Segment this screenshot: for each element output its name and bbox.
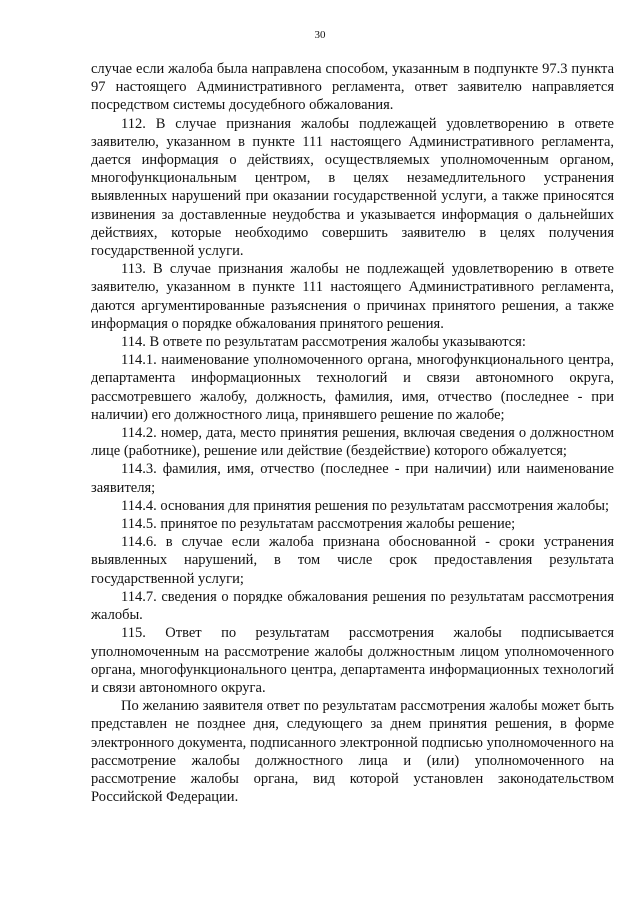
paragraph-115: 115. Ответ по результатам рассмотрения жалобы подписывается уполномоченным на рассмотрение жалобы должностным лицом уполномоченного органа, многофункционального центра, департамента информационных технологий и связи автономного округа.: [91, 625, 614, 696]
paragraph-114-5: 114.5. принятое по результатам рассмотрения жалобы решение;: [121, 516, 516, 533]
page-number: 30: [314, 29, 326, 41]
paragraph-continuation: случае если жалоба была направлена способом, указанным в подпункте 97.3 пункта 97 настоящего Административного регламента, ответ заявителю направляется посредством системы досудебного обжалования.: [91, 61, 614, 114]
paragraph-114-6: 114.6. в случае если жалоба признана обоснованной - сроки устранения выявленных нарушений, в том числе срок предоставления результата государственной услуги;: [91, 534, 614, 587]
paragraph-114-7: 114.7. сведения о порядке обжалования решения по результатам рассмотрения жалобы.: [91, 588, 614, 624]
paragraph-114-3: 114.3. фамилия, имя, отчество (последнее - при наличии) или наименование заявителя;: [91, 461, 614, 496]
paragraph-114-1: 114.1. наименование уполномоченного органа, многофункционального центра, департамента информационных технологий и связи автономного округа, рассмотревшего жалобу, должность, фамилия, имя, отчество (последнее - при наличии) его должностного лица, принявшего решение по жалобе;: [91, 352, 614, 423]
paragraph-114-4: 114.4. основания для принятия решения по результатам рассмотрения жалобы;: [121, 497, 610, 514]
paragraph-114-2: 114.2. номер, дата, место принятия решения, включая сведения о должностном лице (работнике), решение или действие (бездействие) которого обжалуется;: [91, 425, 614, 460]
paragraph-electronic-response: По желанию заявителя ответ по результатам рассмотрения жалобы может быть представлен не позднее дня, следующего за днем принятия решения, в форме электронного документа, подписанного электронной подписью уполномоченного на рассмотрение жалобы должностного лица и (или) уполномоченного на рассмотрение жалобы органа, вид которой установлен законодательством Российской Федерации.: [91, 698, 614, 806]
paragraph-114: 114. В ответе по результатам рассмотрения жалобы указываются:: [121, 334, 526, 351]
paragraph-112: 112. В случае признания жалобы подлежащей удовлетворению в ответе заявителю, указанном в пункте 111 настоящего Административного регламента, дается информация о действиях, осуществляемых уполномоченным органом, многофункциональным центром, в целях незамедлительного устранения выявленных нарушений при оказании государственной услуги, а также приносятся извинения за доставленные неудобства и указывается информация о дальнейших действиях, которые необходимо совершить заявителю в целях получения государственной услуги.: [91, 115, 614, 260]
paragraph-113: 113. В случае признания жалобы не подлежащей удовлетворению в ответе заявителю, указанном в пункте 111 настоящего Административного регламента, даются аргументированные разъяснения о причинах принятого решения, а также информация о порядке обжалования принятого решения.: [91, 261, 614, 332]
document-body: [91, 60, 614, 806]
